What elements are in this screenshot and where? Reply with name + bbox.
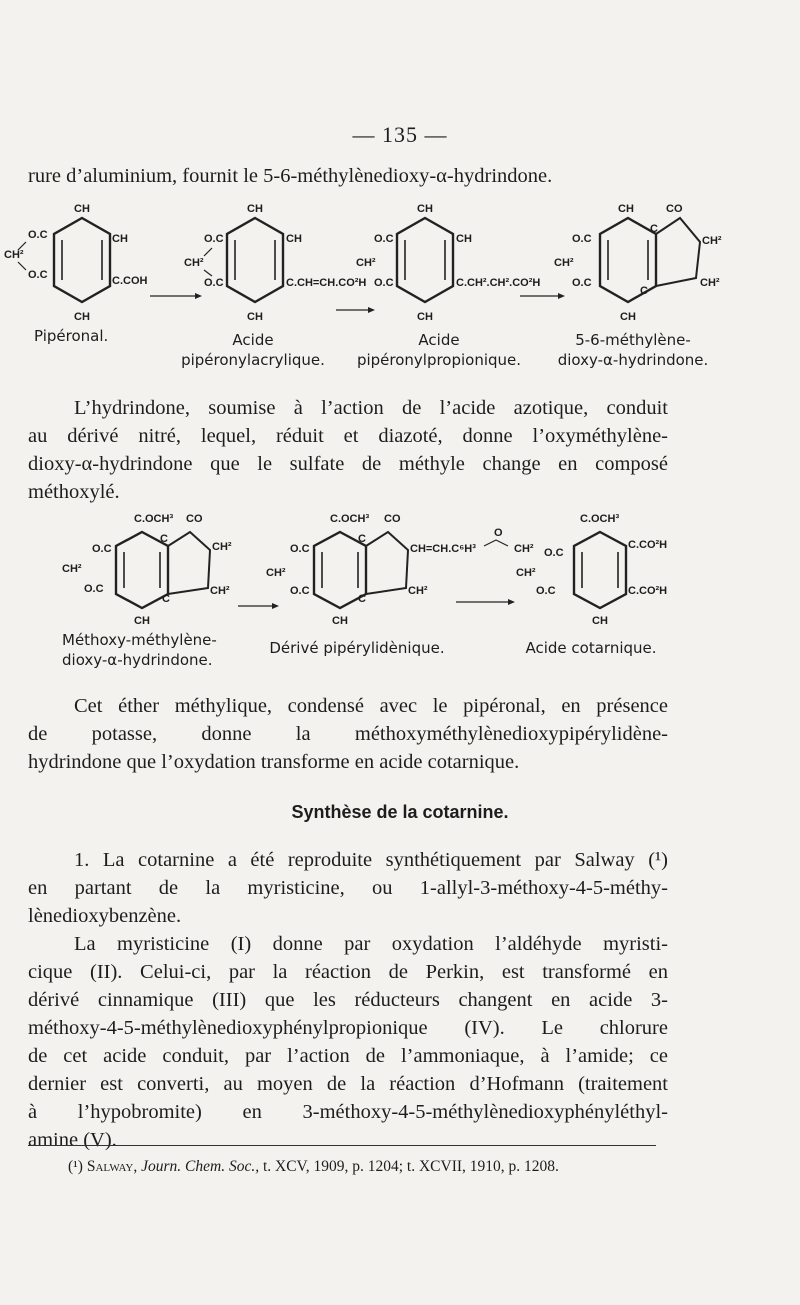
formula-acrylique: [184, 203, 366, 323]
svg-text:O.C: O.C: [92, 543, 112, 555]
caption-propionique: Acide pipéronylpropionique.: [356, 331, 522, 369]
paragraph-myristicine: La myristicine (I) donne par oxydation l’aldéhyde myristi- cique (II). Celui-ci, par la réaction de Perkin, est transformé en dérivé cinnamique (III) que les réducteurs changent en acide 3- méthoxy-4-5-méthylènedioxyphénylpropionique (IV). Le chlorure de cet acide conduit, par l’action de l’ammoniaque, à l’amide; ce dernier est converti, au moyen de la réaction d’Hofmann (traitement à l’hypobromite) en 3-méthoxy-4-5-méthylènedioxyphényléthyl- amine (V).: [28, 933, 668, 1151]
page-number: — 135 —: [352, 122, 448, 147]
piperonal-right1: CH: [112, 233, 128, 245]
svg-text:CH²: CH²: [408, 585, 428, 597]
svg-text:C: C: [358, 593, 366, 605]
svg-text:CH: CH: [417, 203, 433, 215]
caption-piperonal: Pipéronal.: [34, 327, 109, 345]
svg-text:O: O: [494, 527, 503, 539]
svg-text:O.C: O.C: [536, 585, 556, 597]
svg-text:C: C: [160, 533, 168, 545]
svg-text:O.C: O.C: [572, 233, 592, 245]
svg-text:CH: CH: [332, 615, 348, 627]
svg-text:CH²: CH²: [212, 541, 232, 553]
svg-text:CH=CH.C⁶H³: CH=CH.C⁶H³: [410, 543, 476, 555]
svg-text:C.OCH³: C.OCH³: [580, 513, 620, 525]
svg-text:CO: CO: [186, 513, 203, 525]
formula-piperylidene: [266, 513, 534, 627]
caption-hydrindone: 5-6-méthylène- dioxy-α-hydrindone.: [557, 331, 709, 369]
svg-text:CH²: CH²: [554, 257, 574, 269]
svg-text:O.C: O.C: [374, 233, 394, 245]
svg-text:C.OCH³: C.OCH³: [330, 513, 370, 525]
svg-text:CH²: CH²: [702, 235, 722, 247]
svg-text:O.C: O.C: [84, 583, 104, 595]
svg-text:CH²: CH²: [356, 257, 376, 269]
formula-propionique: [356, 203, 540, 323]
svg-text:O.C: O.C: [374, 277, 394, 289]
svg-text:CH²: CH²: [62, 563, 82, 575]
svg-text:CH: CH: [456, 233, 472, 245]
formula-hydrindone: [554, 203, 722, 323]
svg-text:C.CO²H: C.CO²H: [628, 539, 668, 551]
piperonal-l3: O.C: [28, 269, 48, 281]
svg-text:CH²: CH²: [184, 257, 204, 269]
svg-text:CH: CH: [247, 203, 263, 215]
scheme-2-formulas: [0, 508, 800, 638]
formula-piperonal: [4, 203, 148, 323]
formula-methoxy: [62, 513, 232, 627]
svg-text:C.CO²H: C.CO²H: [628, 585, 668, 597]
intro-line: rure d’aluminium, fournit le 5-6-méthylènedioxy-α-hydrindone.: [28, 165, 553, 187]
caption-methoxy: Méthoxy-méthylène- dioxy-α-hydrindone.: [62, 631, 217, 669]
svg-text:CH²: CH²: [700, 277, 720, 289]
svg-text:O.C: O.C: [204, 233, 224, 245]
svg-text:CH: CH: [247, 311, 263, 323]
svg-text:CH²: CH²: [266, 567, 286, 579]
svg-text:CO: CO: [666, 203, 683, 215]
svg-text:CH: CH: [417, 311, 433, 323]
svg-text:CH: CH: [618, 203, 634, 215]
svg-text:CH: CH: [134, 615, 150, 627]
piperonal-bottom: CH: [74, 311, 90, 323]
paragraph-ether: Cet éther méthylique, condensé avec le pipéronal, en présence de potasse, donne la méthoxyméthylènedioxypipérylidène- hydrindone que l’oxydation transforme en acide cotarnique.: [28, 695, 668, 773]
svg-text:CH²: CH²: [210, 585, 230, 597]
caption-cotarnique: Acide cotarnique.: [525, 639, 657, 657]
scheme-1-formulas: [0, 198, 800, 338]
paragraph-salway: 1. La cotarnine a été reproduite synthétiquement par Salway (¹) en partant de la myristicine, ou 1-allyl-3-méthoxy-4-5-méthy- lènedioxybenzène.: [28, 849, 668, 927]
svg-text:CH: CH: [592, 615, 608, 627]
svg-text:O.C: O.C: [572, 277, 592, 289]
svg-text:C.OCH³: C.OCH³: [134, 513, 174, 525]
piperonal-l2: CH²: [4, 249, 24, 261]
formula-cotarnique: [516, 513, 667, 627]
caption-acrylique: Acide pipéronylacrylique.: [181, 331, 325, 369]
svg-text:CH²: CH²: [514, 543, 534, 555]
svg-text:O.C: O.C: [544, 547, 564, 559]
section-heading: Synthèse de la cotarnine.: [291, 802, 509, 822]
svg-text:CH: CH: [620, 311, 636, 323]
footnote: (¹) Salway, Journ. Chem. Soc., t. XCV, 1909, p. 1204; t. XCVII, 1910, p. 1208.: [68, 1158, 559, 1175]
paragraph-hydrindone: L’hydrindone, soumise à l’action de l’acide azotique, conduit au dérivé nitré, lequel, réduit et diazoté, donne l’oxyméthylène- dioxy-α-hydrindone que le sulfate de méthyle change en composé méthoxylé.: [28, 397, 668, 503]
svg-text:C.CH².CH².CO²H: C.CH².CH².CO²H: [456, 277, 541, 289]
svg-text:C: C: [358, 533, 366, 545]
svg-text:C: C: [162, 593, 170, 605]
svg-text:C: C: [650, 223, 658, 235]
svg-text:C.CH=CH.CO²H: C.CH=CH.CO²H: [286, 277, 367, 289]
svg-text:C: C: [640, 285, 648, 297]
svg-text:CH²: CH²: [516, 567, 536, 579]
piperonal-right2: C.COH: [112, 275, 148, 287]
footnote-rule: [28, 1145, 656, 1146]
svg-text:O.C: O.C: [204, 277, 224, 289]
svg-text:CO: CO: [384, 513, 401, 525]
piperonal-l1: O.C: [28, 229, 48, 241]
svg-text:O.C: O.C: [290, 543, 310, 555]
svg-text:CH: CH: [286, 233, 302, 245]
caption-piperylidene: Dérivé pipérylidènique.: [269, 639, 445, 657]
piperonal-top: CH: [74, 203, 90, 215]
svg-text:O.C: O.C: [290, 585, 310, 597]
